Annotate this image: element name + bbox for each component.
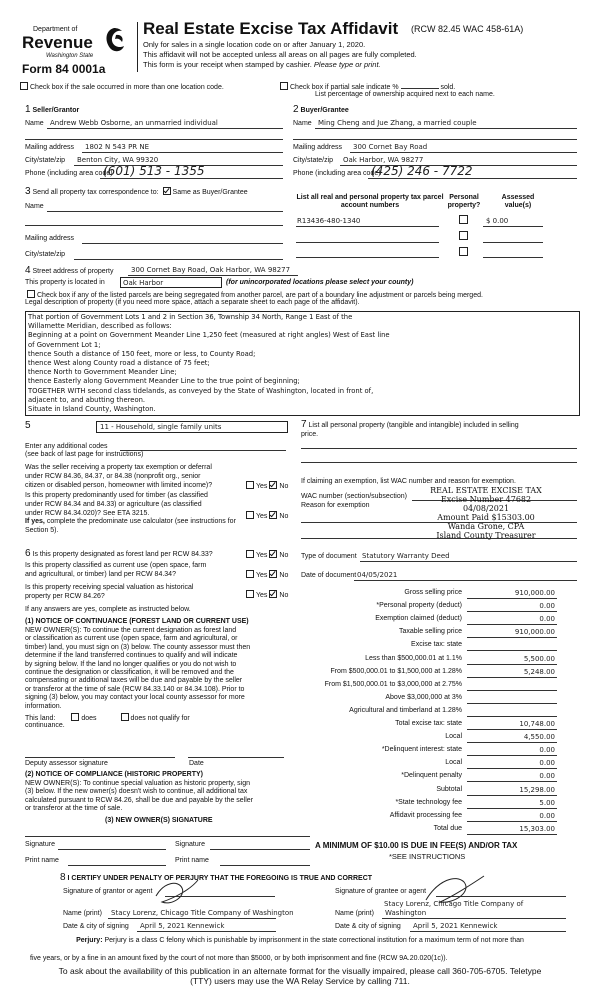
sec5-q1-answer[interactable]: Yes No <box>244 481 288 490</box>
personal-property-checkbox-1[interactable] <box>459 215 468 224</box>
tax-row-label: *Delinquent penalty <box>401 772 462 780</box>
tax-row-label: Agricultural and timberland at 1.28% <box>349 706 462 714</box>
partial-sale-check[interactable]: Check box if partial sale indicate % sold. <box>278 82 455 91</box>
tax-row-label: Local <box>445 733 462 741</box>
multi-location-checkbox[interactable] <box>20 82 28 90</box>
legal-line: That portion of Government Lots 1 and 2 in Section 36, Township 34 North, Range 1 East of the <box>28 313 353 321</box>
seller-city-label: City/state/zip <box>25 157 66 164</box>
historic-no-checkbox[interactable] <box>269 590 277 598</box>
sec6-q2: Is this property classified as current use (open space, farm and agricultural, or timber) land per RCW 84.34? <box>25 562 207 578</box>
legal-line: Beginning at a point on Government Meander Line 1,250 feet (measured at right angles) West of East line <box>28 331 390 340</box>
tax-row-line <box>467 781 557 782</box>
owner-print-label-1: Print name <box>25 857 59 864</box>
tax-row-value[interactable]: 4,550.00 <box>523 733 555 742</box>
legal-line: TOGETHER WITH second class tidelands, as conveyed by the State of Washington, located in front of, <box>28 386 374 395</box>
corr-city-label: City/state/zip <box>25 251 66 258</box>
tax-row-label: Total excise tax: state <box>395 720 462 727</box>
see-instructions: *SEE INSTRUCTIONS <box>389 852 466 861</box>
sec5-q1: Was the seller receiving a property tax exemption or deferral under RCW 84.36, 84.37, or 84.38 (nonprofit org., senior citizen or disabled person, homeowner with limited income)? <box>25 464 213 489</box>
tax-row-line <box>467 742 557 743</box>
located-note: (for unincorporated locations please select your county) <box>226 279 414 286</box>
legal-description-box[interactable] <box>25 311 580 416</box>
form-title: Real Estate Excise Tax Affidavit <box>143 19 399 38</box>
legal-line: thence Easterly along Government Meander Line to the true point of beginning; <box>28 377 300 386</box>
tax-row-label: Subtotal <box>436 785 462 793</box>
certify-heading: 8 I CERTIFY UNDER PENALTY OF PERJURY THAT THE FOREGOING IS TRUE AND CORRECT <box>60 872 373 883</box>
grantor-sig-label: Signature of grantor or agent <box>63 888 153 895</box>
tax-row-line <box>467 650 557 651</box>
tax-row-line <box>467 690 557 691</box>
q1-yes-checkbox[interactable] <box>246 481 254 489</box>
buyer-mail-label: Mailing address <box>293 144 343 151</box>
tax-row-line <box>467 703 557 704</box>
perjury-note-2: five years, or by a fine in an amount fixed by the court of not more than $5000, or by both imprisonment and fine (RCW 9A.20.020(1c)). <box>30 955 448 962</box>
historic-yes-checkbox[interactable] <box>246 590 254 598</box>
tax-row-label: Above $3,000,000 at 3% <box>385 693 462 701</box>
partial-sale-note: List percentage of ownership acquired next to each name. <box>315 91 495 98</box>
tax-row-line <box>467 768 557 769</box>
tax-row-value[interactable]: 910,000.00 <box>514 628 555 637</box>
buyer-city[interactable]: Oak Harbor, WA 98277 <box>343 156 424 164</box>
wac-label: WAC number (section/subsection) <box>301 493 407 500</box>
property-street-label: 4 Street address of property <box>25 265 114 276</box>
tax-row-line <box>467 664 557 665</box>
legal-line: thence North to Government Meander Line; <box>28 368 177 377</box>
header-line3: This form is your receipt when stamped by cashier. Please type or print. <box>143 60 381 69</box>
addl-codes-note: (see back of last page for instructions) <box>25 451 144 458</box>
sec6-if-any: If any answers are yes, complete as instructed below. <box>25 606 191 613</box>
personal-col-header: Personal property? <box>447 194 481 209</box>
minimum-fee-note: A MINIMUM OF $10.00 IS DUE IN FEE(S) AND/OR TAX <box>315 841 518 850</box>
tax-row-line <box>467 821 557 822</box>
seller-city[interactable]: Benton City, WA 99320 <box>77 156 159 164</box>
seller-phone[interactable]: (601) 513 - 1355 <box>103 164 205 178</box>
current-use-yes-checkbox[interactable] <box>246 570 254 578</box>
sec6-q3: Is this property receiving special valuation as historical property per RCW 84.26? <box>25 584 194 600</box>
form-title-ref: (RCW 82.45 WAC 458-61A) <box>411 24 524 34</box>
tax-row-value[interactable]: 0.00 <box>539 811 555 820</box>
does-qualify-checkbox[interactable] <box>71 713 79 721</box>
tax-row-label: From $500,000.01 to $1,500,000 at 1.28% <box>330 667 462 675</box>
dept-state: Washington State <box>46 53 94 59</box>
doc-date-label: Date of document <box>301 572 357 579</box>
tax-row-label: Gross selling price <box>404 589 462 596</box>
tax-row-line <box>467 677 557 678</box>
grantee-name-b[interactable]: Washington <box>385 909 427 917</box>
perjury-note: Perjury: Perjury is a class C felony which is punishable by imprisonment in the state correctional institution for a maximum term of not more than <box>76 937 524 944</box>
seller-name-label: Name <box>25 120 44 127</box>
corr-name-label: Name <box>25 203 44 210</box>
tax-row-value[interactable]: 0.00 <box>539 746 555 755</box>
tax-row-line <box>467 729 557 730</box>
seller-mail-label: Mailing address <box>25 144 75 151</box>
grantee-name-a[interactable]: Stacy Lorenz, Chicago Title Company of <box>384 900 524 908</box>
tax-row-label: *State technology fee <box>395 798 462 806</box>
buyer-name-label: Name <box>293 120 312 127</box>
tax-row-line <box>467 716 557 717</box>
deputy-signature-label: Deputy assessor signature <box>25 760 108 767</box>
tax-row-line <box>467 637 557 638</box>
grantor-date[interactable]: April 5, 2021 Kennewick <box>140 922 225 930</box>
grantor-name-label: Name (print) <box>63 910 102 917</box>
parcel-col-header: List all real and personal property tax parcel account numbers <box>296 194 444 209</box>
land-qualify: This land: does does not qualify for <box>25 715 190 722</box>
boundary-checkbox[interactable] <box>27 290 35 298</box>
exemption-label: If claiming an exemption, list WAC number and reason for exemption. <box>301 478 516 485</box>
assessed-col-header: Assessed value(s) <box>501 194 535 209</box>
use-code-select[interactable]: 11 - Household, single family units <box>96 421 288 433</box>
located-label: This property is located in <box>25 279 105 286</box>
seller-name[interactable]: Andrew Webb Osborne, an unmarried individual <box>50 119 218 127</box>
buyer-name[interactable]: Ming Cheng and Jue Zhang, a married couple <box>318 119 477 127</box>
addl-codes-label: Enter any additional codes <box>25 443 108 450</box>
excise-tax-stamp: REAL ESTATE EXCISE TAX Excise Number 47682 04/08/2021 Amount Paid $15303.00 Wanda Grone, CPA Island County Treasurer <box>430 486 542 540</box>
tax-row-value[interactable]: 0.00 <box>539 615 555 624</box>
footer-line1: To ask about the availability of this publication in an alternate format for the visually impaired, please call 360-705-6705. Teletype <box>58 966 542 976</box>
location-select[interactable]: Oak Harbor <box>120 277 222 288</box>
forest-no-checkbox[interactable] <box>269 550 277 558</box>
tax-row-value[interactable]: 10,748.00 <box>519 720 555 728</box>
dept-name: Revenue <box>22 33 93 52</box>
grantee-date[interactable]: April 5, 2021 Kennewick <box>413 922 498 930</box>
compliance-heading: (2) NOTICE OF COMPLIANCE (HISTORIC PROPERTY) <box>25 771 203 778</box>
owner-print-label-2: Print name <box>175 857 209 864</box>
grantee-name-label: Name (print) <box>335 910 374 917</box>
seller-mail[interactable]: 1802 N 543 PR NE <box>85 143 150 151</box>
tax-row-value[interactable]: 0.00 <box>539 759 555 768</box>
tax-row-line <box>467 808 557 809</box>
doc-type-label: Type of document <box>301 553 357 560</box>
header-line1: Only for sales in a single location code on or after January 1, 2020. <box>143 40 366 49</box>
tax-row-label: Local <box>445 759 462 767</box>
does-not-qualify-checkbox[interactable] <box>121 713 129 721</box>
form-number: Form 84 0001a <box>22 62 106 76</box>
personal-property-checkbox-3[interactable] <box>459 247 468 256</box>
legal-line: of Government Lot 1; <box>28 340 101 349</box>
buyer-phone[interactable]: (425) 246 - 7722 <box>371 164 473 178</box>
tax-row-line <box>467 598 557 599</box>
tax-row-label: Total due <box>433 824 462 832</box>
sec5-q2: Is this property predominantly used for timber (as classified under RCW 84.34 and 84.33) or agriculture (as classified under RCW 84.34.020)? See ETA 3215. If yes, complete the predominate use calculator (see instructions for Section 5). <box>25 492 236 535</box>
legal-label: Legal description of property (if you need more space, attach a separate sheet to each page of the affidavit). <box>25 299 360 306</box>
tax-row-value[interactable]: 5.00 <box>539 798 555 807</box>
header-divider <box>137 22 138 72</box>
sec5-q2-answer[interactable]: Yes No <box>244 511 288 520</box>
current-use-no-checkbox[interactable] <box>269 570 277 578</box>
tax-row-label: Taxable selling price <box>398 628 462 636</box>
tax-row-label: Affidavit processing fee <box>389 811 462 819</box>
legal-line: adjacent to, and abutting thereon. <box>28 395 146 404</box>
grantee-sig-label: Signature of grantee or agent <box>335 888 427 895</box>
tax-row-value[interactable]: 15,298.00 <box>519 785 555 794</box>
doc-type[interactable]: Statutory Warranty Deed <box>362 552 450 560</box>
tax-row-value[interactable]: 0.00 <box>539 772 555 781</box>
doc-date[interactable]: 04/05/2021 <box>357 571 398 579</box>
q1-no-checkbox[interactable] <box>269 481 277 489</box>
owner-sig-label-2: Signature <box>175 841 205 848</box>
tax-row-line <box>467 795 557 796</box>
multi-location-check[interactable]: Check box if the sale occurred in more than one location code. <box>18 82 224 91</box>
tax-row-label: Less than $500,000.01 at 1.1% <box>365 654 462 662</box>
buyer-mail[interactable]: 300 Cornet Bay Road <box>353 143 428 151</box>
tax-row-value[interactable]: 5,248.00 <box>523 667 555 676</box>
seller-heading: 1 Seller/Grantor <box>25 104 80 115</box>
header-line2: This affidavit will not be accepted unless all areas on all pages are fully completed. <box>143 50 417 59</box>
q2-no-checkbox[interactable] <box>269 511 277 519</box>
q2-yes-checkbox[interactable] <box>246 511 254 519</box>
buyer-heading: 2 Buyer/Grantee <box>293 104 349 115</box>
reason-label: Reason for exemption <box>301 502 370 509</box>
sec6-q1-answer[interactable]: Yes No <box>244 550 288 559</box>
seller-phone-label: Phone (including area code) <box>25 170 113 177</box>
grantor-name[interactable]: Stacy Lorenz, Chicago Title Company of Washington <box>111 909 294 917</box>
buyer-phone-label: Phone (including area code) <box>293 170 381 177</box>
footer-line2: (TTY) users may use the WA Relay Service by calling 711. <box>190 976 410 986</box>
sec5-num: 5 <box>25 420 31 431</box>
corr-mail-label: Mailing address <box>25 235 75 242</box>
boundary-check[interactable]: Check box if any of the listed parcels are being segregated from another parcel, are part of a boundary line adjustment or parcels being merged. <box>25 290 483 299</box>
tax-row-line <box>467 834 557 835</box>
legal-line: Situate in Island County, Washington. <box>28 405 156 414</box>
tax-row-label: *Delinquent interest: state <box>381 746 462 754</box>
assessed-value[interactable]: $ 0.00 <box>486 217 509 225</box>
forest-yes-checkbox[interactable] <box>246 550 254 558</box>
tax-row-line <box>467 624 557 625</box>
personal-property-checkbox-2[interactable] <box>459 231 468 240</box>
buyer-city-label: City/state/zip <box>293 157 334 164</box>
legal-line: Willamette Meridian, described as follows: <box>28 322 172 331</box>
tax-row-label: Exemption claimed (deduct) <box>375 615 462 623</box>
continuance-word: continuance. <box>25 722 65 729</box>
sec6-q2-answer[interactable]: Yes No <box>244 570 288 579</box>
tax-row-label: *Personal property (deduct) <box>376 602 462 610</box>
tax-row-line <box>467 611 557 612</box>
tax-row-value[interactable]: 5,500.00 <box>523 654 555 663</box>
owner-sig-label-1: Signature <box>25 841 55 848</box>
tax-row-label: From $1,500,000.01 to $3,000,000 at 2.75% <box>324 680 462 688</box>
tax-row-line <box>467 755 557 756</box>
same-as-buyer-checkbox[interactable] <box>163 187 171 195</box>
parcel-number[interactable]: R13436-480-1340 <box>297 217 361 225</box>
dept-top: Department of <box>33 26 78 33</box>
property-street[interactable]: 300 Cornet Bay Road, Oak Harbor, WA 98277 <box>131 266 291 274</box>
tax-row-value[interactable]: 910,000.00 <box>514 589 555 597</box>
grantor-date-label: Date & city of signing <box>63 923 129 930</box>
sec7-label: 7 List all personal property (tangible and intangible) included in selling price. <box>301 419 519 438</box>
sec6-q3-answer[interactable]: Yes No <box>244 590 288 599</box>
tax-row-value[interactable]: 15,303.00 <box>519 824 555 833</box>
partial-sale-checkbox[interactable] <box>280 82 288 90</box>
tax-row-value[interactable]: 0.00 <box>539 602 555 611</box>
correspondence-heading: 3 Send all property tax correspondence to: Same as Buyer/Grantee <box>25 186 248 197</box>
dept-logo-icon <box>102 26 126 54</box>
grantee-date-label: Date & city of signing <box>335 923 401 930</box>
deputy-date-label: Date <box>189 760 204 767</box>
grantor-signature-mark <box>152 876 202 910</box>
sec6-q1: 6 Is this property designated as forest land per RCW 84.33? <box>25 548 213 559</box>
legal-line: thence South a distance of 150 feet, more or less, to County Road; <box>28 349 256 358</box>
compliance-text: NEW OWNER(S): To continue special valuation as historic property, sign (3) below. If the new owner(s) doesn't wish to continue, all additional tax calculated pursuant to RCW 84.26, shall be due and payable by the seller or transferor at the time of sale. <box>25 780 254 813</box>
continuance-heading: (1) NOTICE OF CONTINUANCE (FOREST LAND OR CURRENT USE) <box>25 618 249 625</box>
tax-row-label: Excise tax: state <box>411 641 462 649</box>
legal-line: thence West along County road a distance of 75 feet; <box>28 359 210 368</box>
new-owner-signature-heading: (3) NEW OWNER(S) SIGNATURE <box>105 817 213 824</box>
continuance-text: NEW OWNER(S): To continue the current designation as forest land or classification as current use (open space, farm and agricultural, or timber) land, you must sign on (3) below. The county assessor must then determine if the land transferred continues to qualify and will indicate by signing below. If the land no longer qualifies or you do not wish to continue the designation or classification, it will be removed and the compensating or additional taxes will be due and payable by the seller or transferor at the time of sale (RCW 84.33.140 or 84.34.108). Prior to signing (3) below, you may contact your local county assessor for more information. <box>25 627 251 710</box>
